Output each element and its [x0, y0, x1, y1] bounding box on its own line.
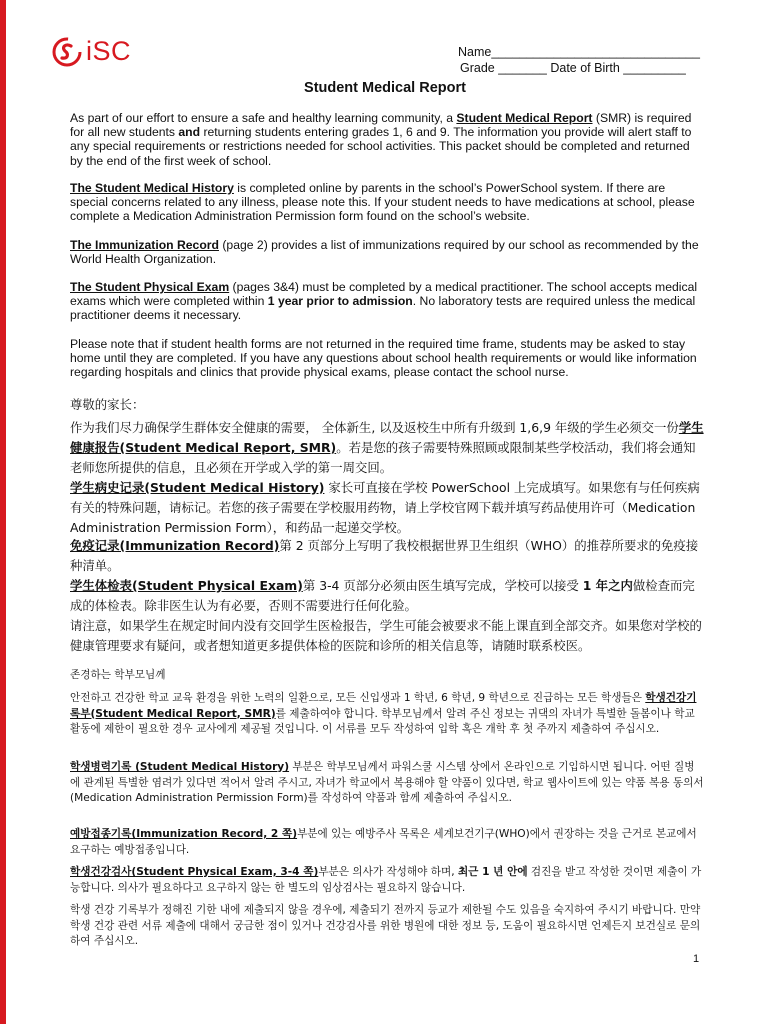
korean-history: 학생병력기록 (Student Medical History) 부분은 학부모님께서 파워스쿨 시스템 상에서 온라인으로 기입하시면 됩니다. 어떤 질병에 관계된 특별한 염려가 있다면 적어서 알려 주시고, 자녀가 학교에서 복용해야 할 약품이 있다면, 학교 웹사이트에 있는 약품 복용 동의서(Medication Administration Permission Form)를 작성하여 약품과 함께 제출하여 주십시오. — [70, 761, 704, 804]
name-field[interactable]: Name______________________________ — [458, 45, 700, 59]
student-info-fields — [458, 44, 703, 76]
english-note: Please note that if student health forms are not returned in the required time frame, students may be asked to stay home until they are completed. If you have any questions about school health requirements or would like information regarding hospitals and clinics that provide physical exams, please contact the school nurse. — [70, 337, 697, 380]
english-exam: The Student Physical Exam (pages 3&4) must be completed by a medical practitioner. The school accepts medical exams which were completed within 1 year prior to admission. No laboratory tests are required unless the medical practitioner deems it necessary. — [70, 280, 698, 323]
grade-dob-field[interactable]: Grade _______ Date of Birth _________ — [460, 61, 686, 75]
chinese-greeting: 尊敬的家长： — [70, 397, 145, 412]
korean-intro: 안전하고 건강한 학교 교육 환경을 위한 노력의 일환으로, 모든 신입생과 1 학년, 6 학년, 9 학년으로 진급하는 모든 학생들은 학생건강기록부(Student Medical Report, SMR)를 제출하여야 합니다. 학부모님께서 알려 주신 정보는 귀댁의 자녀가 특별한 돌봄이나 학교활동에 제한이 필요한 경우 교사에게 제공될 것입니다. 이 서류를 모두 작성하여 입학 혹은 개학 후 첫 주까지 제출하여 주십시오. — [70, 692, 697, 735]
english-immunization: The Immunization Record (page 2) provides a list of immunizations required by our school as recommended by the World Health Organization. — [70, 238, 699, 267]
page-title: Student Medical Report — [304, 80, 466, 96]
chinese-note: 请注意，如果学生在规定时间内没有交回学生医检报告，学生可能会被要求不能上课直到全部交齐。如果您对学校的健康管理要求有疑问，或者想知道更多提供体检的医院和诊所的相关信息等，请随时联系校医。 — [70, 618, 702, 653]
korean-immunization: 예방접종기록(Immunization Record, 2 쪽)부분에 있는 예방주사 목록은 세계보건기구(WHO)에서 권장하는 것을 근거로 본교에서 요구하는 예방접종입니다. — [70, 828, 697, 856]
chinese-exam: 学生体检表(Student Physical Exam)第 3-4 页部分必须由医生填写完成，学校可以接受 1 年之内做检查而完成的体检表。除非医生认为有必要，否则不需要进行任何化验。 — [70, 578, 695, 613]
school-logo — [52, 36, 131, 67]
korean-note: 학생 건강 기록부가 정해진 기한 내에 제출되지 않을 경우에, 제출되기 전까지 등교가 제한될 수도 있음을 숙지하여 주시기 바랍니다. 만약 학생 건강 관련 서류 제출에 대해서 궁금한 점이 있거나 건강검사를 위한 병원에 대한 정보 등, 도움이 필요하시면 언제든지 보건실로 문의하여 주십시오. — [70, 904, 701, 947]
chinese-intro: 作为我们尽力确保学生群体安全健康的需要， 全体新生, 以及返校生中所有升级到 1,6,9 年级的学生必须交一份学生健康报告(Student Medical Report, SMR)。若是您的孩子需要特殊照顾或限制某些学校活动，我们将会通知老师您所提供的信息，且必须在开学或入学的第一周交回。 — [70, 420, 704, 475]
english-intro: As part of our effort to ensure a safe and healthy learning community, a Student Medical Report (SMR) is required for all new students and returning students entering grades 1, 6 and 9. The information you provide will alert staff to any special requirements or restrictions needed for school activities. This packet should be completed and returned by the end of the first week of school. — [70, 111, 692, 168]
isc-logo-icon — [52, 37, 82, 67]
chinese-history: 学生病史记录(Student Medical History) 家长可直接在学校 PowerSchool 上完成填写。如果您有与任何疾病有关的特殊问题，请标记。若您的孩子需要在学校服用药物，请上学校官网下载并填写药品使用许可（Medication Administration Permission Form），和药品一起递交学校。 — [70, 480, 700, 535]
chinese-immunization: 免疫记录(Immunization Record)第 2 页部分上写明了我校根据世界卫生组织（WHO）的推荐所要求的免疫接种清单。 — [70, 538, 699, 573]
logo-text: iSC — [86, 36, 132, 66]
korean-greeting: 존경하는 학부모님께 — [70, 669, 166, 681]
smr-link: Student Medical Report — [456, 111, 593, 125]
left-accent-bar — [0, 0, 6, 1024]
page-number: 1 — [693, 953, 700, 965]
english-history: The Student Medical History is completed online by parents in the school’s PowerSchool system. If there are special concerns related to any illness, please note this. If your student needs to have medications at school, please complete a Medication Administration Permission form found on the school’s website. — [70, 181, 695, 224]
korean-exam: 학생건강검사(Student Physical Exam, 3-4 쪽)부분은 의사가 작성해야 하며, 최근 1 년 안에 검진을 받고 작성한 것이면 제출이 가능합니다. 의사가 필요하다고 요구하지 않는 한 별도의 임상검사는 필요하지 않습니다. — [70, 866, 702, 894]
